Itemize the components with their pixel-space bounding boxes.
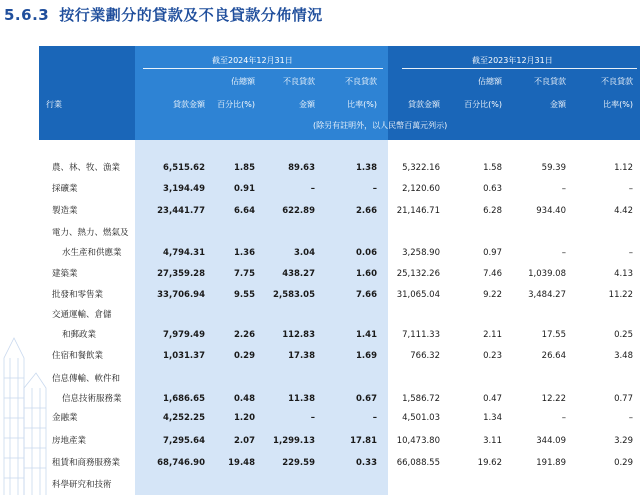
table-cell-loan23: 25,132.26 (396, 269, 440, 279)
table-cell-npl24: 438.27 (282, 269, 315, 279)
row-label: 信息傳輸、軟件和 (52, 374, 121, 384)
table-cell-pct24: 2.07 (234, 436, 255, 446)
table-cell-pct23: 19.62 (477, 458, 502, 468)
table-cell-loan24: 1,031.37 (163, 351, 205, 361)
section-number: 5.6.3 (4, 6, 50, 24)
row-label: 房地產業 (52, 436, 87, 446)
table-cell-ratio23: – (628, 413, 633, 423)
table-cell-loan23: 66,088.55 (396, 458, 440, 468)
table-cell-loan24: 33,706.94 (157, 290, 205, 300)
table-cell-pct24: 0.29 (234, 351, 255, 361)
table-cell-pct23: 2.11 (483, 330, 502, 340)
header-npl-2024-l2: 金額 (299, 100, 315, 109)
table-cell-npl23: – (561, 413, 566, 423)
table-cell-ratio23: 1.12 (614, 163, 633, 173)
table-cell-loan23: 1,586.72 (402, 394, 440, 404)
table-cell-npl23: 3,484.27 (528, 290, 566, 300)
table-cell-pct23: 6.28 (483, 206, 502, 216)
table-cell-ratio23: 0.25 (614, 330, 633, 340)
header-npl-2023-l1: 不良貸款 (534, 77, 566, 86)
table-cell-ratio24: 0.67 (356, 394, 377, 404)
row-label: 金融業 (52, 413, 78, 423)
table-cell-npl23: 26.64 (541, 351, 566, 361)
row-label: 交通運輸、倉儲 (52, 310, 112, 320)
row-label: 電力、熱力、燃氣及 (52, 228, 129, 238)
table-cell-npl23: – (561, 248, 566, 258)
table-cell-pct23: 0.23 (483, 351, 502, 361)
row-label: 租賃和商務服務業 (52, 458, 121, 468)
table-cell-npl24: 2,583.05 (273, 290, 315, 300)
table-cell-ratio24: 1.69 (356, 351, 377, 361)
table-cell-pct24: 0.91 (234, 184, 255, 194)
table-cell-pct23: 0.47 (483, 394, 502, 404)
header-npl-2023-l2: 金額 (550, 100, 566, 109)
table-cell-ratio23: 0.29 (614, 458, 633, 468)
table-cell-npl24: 112.83 (282, 330, 315, 340)
row-label: 水生產和供應業 (62, 248, 122, 258)
table-cell-pct23: 1.34 (483, 413, 502, 423)
table-cell-pct24: 19.48 (228, 458, 255, 468)
header-npl-2024-l1: 不良貸款 (283, 77, 315, 86)
table-cell-loan24: 23,441.77 (157, 206, 205, 216)
table-cell-pct23: 9.22 (483, 290, 502, 300)
table-cell-loan23: 21,146.71 (396, 206, 440, 216)
row-label: 信息技術服務業 (62, 394, 122, 404)
table-cell-ratio23: 4.13 (614, 269, 633, 279)
period-2023-rule (402, 68, 637, 69)
row-label: 批發和零售業 (52, 290, 104, 300)
table-cell-loan24: 68,746.90 (157, 458, 205, 468)
table-cell-npl23: 1,039.08 (528, 269, 566, 279)
table-cell-loan23: 3,258.90 (402, 248, 440, 258)
table-cell-npl24: 1,299.13 (273, 436, 315, 446)
section-title-text: 按行業劃分的貸款及不良貸款分佈情況 (59, 6, 323, 24)
header-industry: 行業 (46, 100, 62, 109)
table-cell-npl24: 17.38 (288, 351, 315, 361)
table-cell-pct24: 6.64 (234, 206, 255, 216)
table-cell-ratio24: 2.66 (356, 206, 377, 216)
table-cell-npl23: 344.09 (536, 436, 566, 446)
header-ratio-2024-l1: 不良貸款 (345, 77, 377, 86)
table-cell-npl24: – (310, 413, 315, 423)
table-cell-pct24: 1.36 (234, 248, 255, 258)
building-watermark-icon (0, 318, 48, 495)
table-cell-loan23: 7,111.33 (402, 330, 440, 340)
table-cell-loan24: 7,979.49 (163, 330, 205, 340)
table-cell-ratio24: 1.38 (356, 163, 377, 173)
header-ratio-2023-l2: 比率(%) (603, 100, 633, 109)
table-cell-pct24: 2.26 (234, 330, 255, 340)
table-cell-npl23: 12.22 (541, 394, 566, 404)
table-cell-npl24: 622.89 (282, 206, 315, 216)
table-cell-ratio23: – (628, 184, 633, 194)
table-cell-ratio23: 4.42 (614, 206, 633, 216)
table-cell-ratio24: – (372, 184, 377, 194)
table-cell-npl24: 89.63 (288, 163, 315, 173)
row-label: 和郵政業 (62, 330, 97, 340)
period-2024-rule (143, 68, 383, 69)
table-cell-npl24: 229.59 (282, 458, 315, 468)
table-cell-ratio24: 17.81 (350, 436, 377, 446)
header-ratio-2023-l1: 不良貸款 (601, 77, 633, 86)
table-cell-loan24: 6,515.62 (163, 163, 205, 173)
table-cell-loan24: 3,194.49 (163, 184, 205, 194)
table-cell-npl23: 17.55 (541, 330, 566, 340)
table-cell-npl24: 3.04 (294, 248, 315, 258)
table-cell-pct23: 7.46 (483, 269, 502, 279)
row-label: 建築業 (52, 269, 78, 279)
table-cell-loan23: 2,120.60 (402, 184, 440, 194)
table-cell-pct24: 0.48 (234, 394, 255, 404)
table-cell-pct23: 3.11 (483, 436, 502, 446)
header-unit-note: (除另有註明外，以人民幣百萬元列示) (313, 121, 448, 130)
table-cell-ratio23: 3.48 (614, 351, 633, 361)
section-title (4, 4, 323, 25)
table-cell-loan24: 1,686.65 (163, 394, 205, 404)
table-cell-loan23: 31,065.04 (396, 290, 440, 300)
table-cell-ratio24: 1.60 (356, 269, 377, 279)
table-cell-npl24: 11.38 (288, 394, 315, 404)
table-cell-loan24: 7,295.64 (163, 436, 205, 446)
table-cell-loan24: 4,252.25 (163, 413, 205, 423)
table-cell-pct23: 1.58 (483, 163, 502, 173)
table-cell-ratio24: – (372, 413, 377, 423)
table-cell-ratio23: – (628, 248, 633, 258)
row-label: 農、林、牧、漁業 (52, 163, 121, 173)
header-pct-2024-l1: 佔總額 (231, 77, 255, 86)
table-cell-npl23: 59.39 (541, 163, 566, 173)
row-label: 科學研究和技術 (52, 480, 112, 490)
table-cell-ratio23: 0.77 (614, 394, 633, 404)
table-cell-pct24: 1.20 (234, 413, 255, 423)
table-cell-ratio24: 0.33 (356, 458, 377, 468)
table-cell-ratio23: 3.29 (614, 436, 633, 446)
row-label: 住宿和餐飲業 (52, 351, 104, 361)
table-cell-pct24: 1.85 (234, 163, 255, 173)
table-cell-ratio24: 0.06 (356, 248, 377, 258)
period-2024-label: 截至2024年12月31日 (212, 56, 293, 65)
table-cell-loan23: 10,473.80 (396, 436, 440, 446)
table-cell-npl23: 191.89 (536, 458, 566, 468)
table-cell-loan23: 4,501.03 (402, 413, 440, 423)
table-cell-pct23: 0.97 (483, 248, 502, 258)
table-cell-npl23: – (561, 184, 566, 194)
table-cell-ratio24: 1.41 (356, 330, 377, 340)
table-cell-npl24: – (310, 184, 315, 194)
row-label: 製造業 (52, 206, 78, 216)
table-cell-loan23: 766.32 (410, 351, 440, 361)
header-loan-2023: 貸款金額 (408, 100, 440, 109)
header-loan-2024: 貸款金額 (173, 100, 205, 109)
table-cell-loan24: 4,794.31 (163, 248, 205, 258)
table-cell-pct24: 7.75 (234, 269, 255, 279)
table-cell-pct24: 9.55 (234, 290, 255, 300)
table-cell-ratio24: 7.66 (356, 290, 377, 300)
row-label: 採礦業 (52, 184, 78, 194)
table-cell-pct23: 0.63 (483, 184, 502, 194)
header-pct-2024-l2: 百分比(%) (217, 100, 255, 109)
table-cell-npl23: 934.40 (536, 206, 566, 216)
period-2023-label: 截至2023年12月31日 (472, 56, 553, 65)
table-cell-loan23: 5,322.16 (402, 163, 440, 173)
header-pct-2023-l1: 佔總額 (478, 77, 502, 86)
table-cell-ratio23: 11.22 (608, 290, 633, 300)
header-ratio-2024-l2: 比率(%) (347, 100, 377, 109)
header-pct-2023-l2: 百分比(%) (464, 100, 502, 109)
table-cell-loan24: 27,359.28 (157, 269, 205, 279)
